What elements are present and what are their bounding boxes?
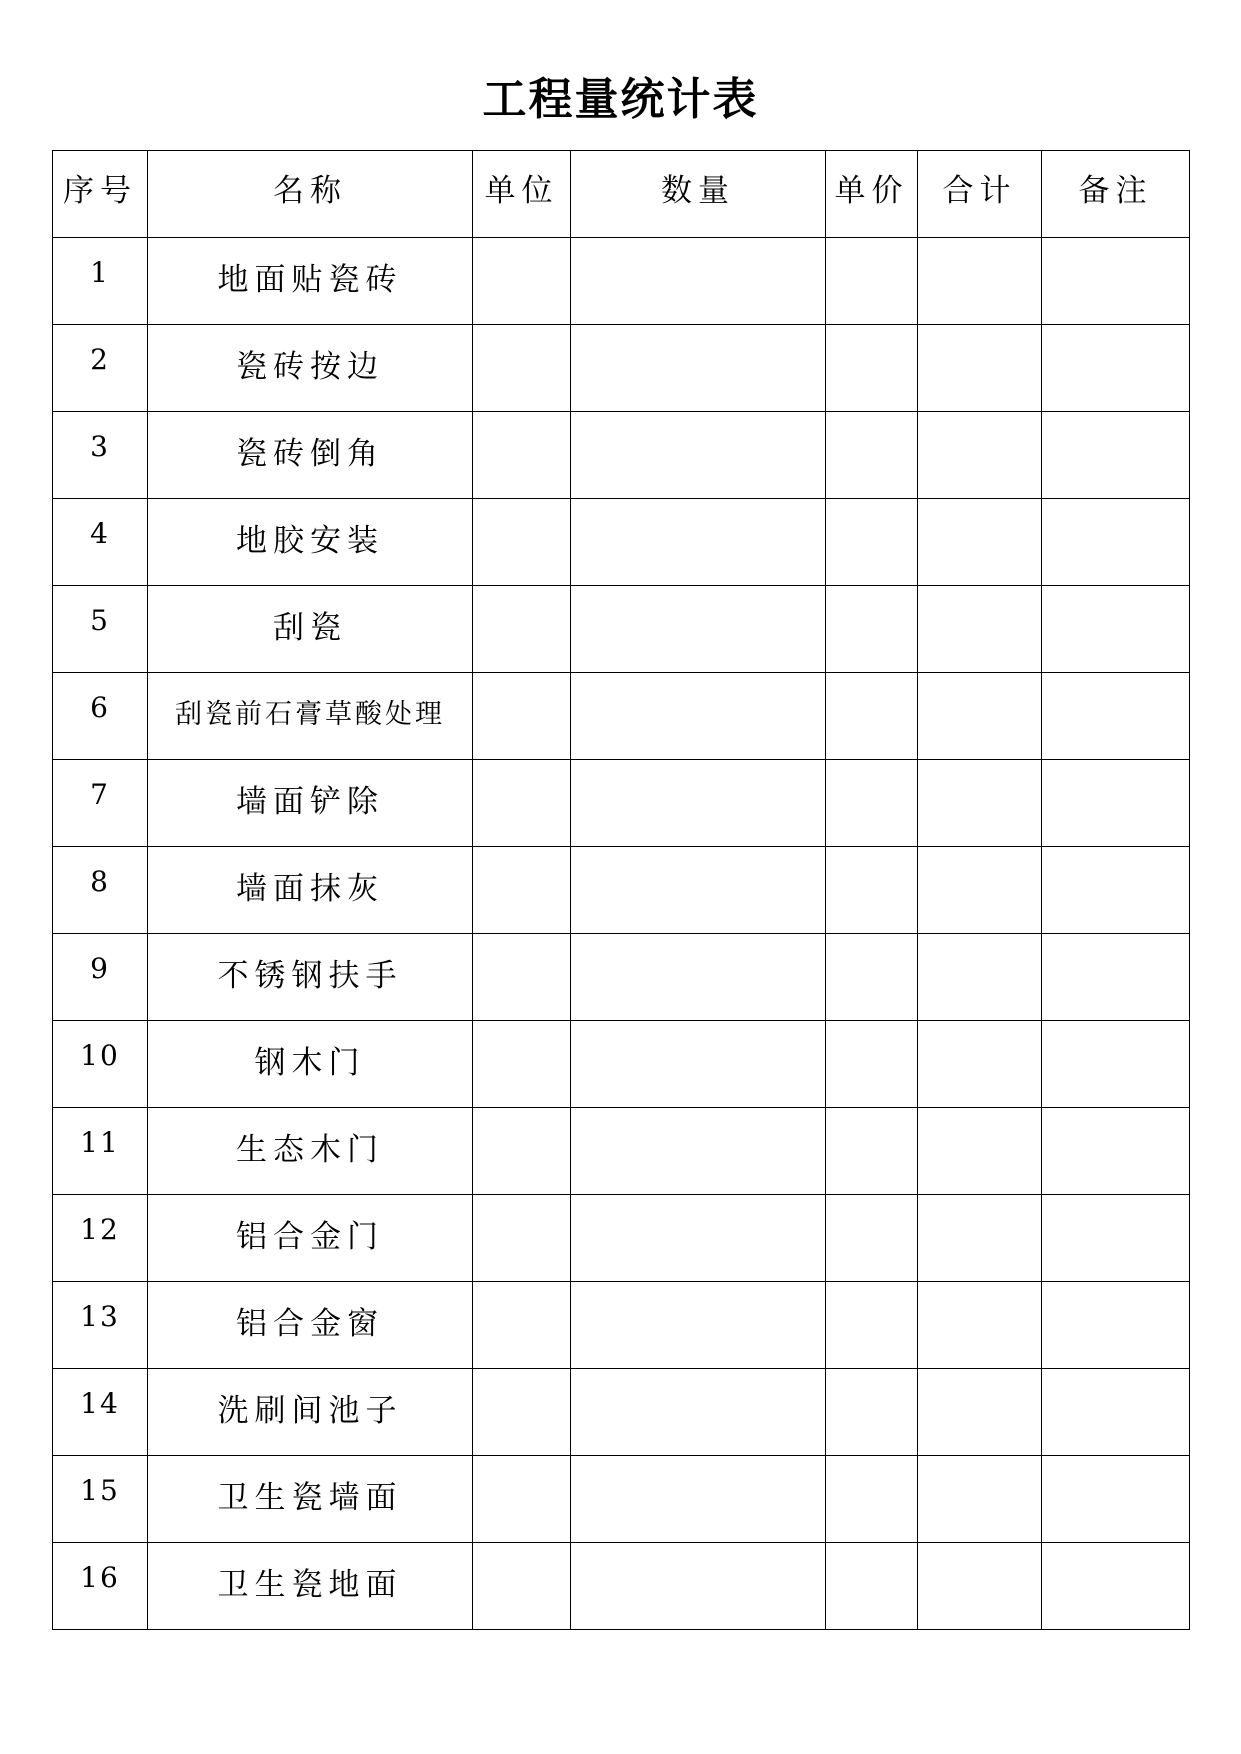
cell-name: 瓷砖倒角 (148, 412, 473, 499)
cell-note (1042, 412, 1190, 499)
cell-total (918, 847, 1042, 934)
cell-total (918, 673, 1042, 760)
table-row (53, 1543, 1190, 1630)
table-row (53, 499, 1190, 586)
cell-unit-price (826, 238, 918, 325)
cell-name: 墙面铲除 (148, 760, 473, 847)
table-row (53, 586, 1190, 673)
cell-unit (473, 1543, 571, 1630)
cell-seq: 15 (53, 1456, 148, 1543)
table-row (53, 238, 1190, 325)
header-unit-price: 单价 (826, 151, 918, 238)
header-note: 备注 (1042, 151, 1190, 238)
table-row (53, 1021, 1190, 1108)
cell-unit (473, 934, 571, 1021)
cell-seq: 10 (53, 1021, 148, 1108)
table-row (53, 760, 1190, 847)
table-row (53, 934, 1190, 1021)
cell-quantity (571, 499, 826, 586)
table-header-row (53, 151, 1190, 238)
cell-note (1042, 1369, 1190, 1456)
cell-unit-price (826, 847, 918, 934)
cell-unit-price (826, 1195, 918, 1282)
cell-note (1042, 673, 1190, 760)
cell-quantity (571, 1543, 826, 1630)
cell-name: 铝合金门 (148, 1195, 473, 1282)
cell-quantity (571, 238, 826, 325)
cell-total (918, 586, 1042, 673)
cell-unit (473, 499, 571, 586)
cell-unit (473, 673, 571, 760)
cell-note (1042, 1195, 1190, 1282)
table-row (53, 1108, 1190, 1195)
cell-total (918, 412, 1042, 499)
cell-unit (473, 586, 571, 673)
cell-seq: 6 (53, 673, 148, 760)
cell-name: 不锈钢扶手 (148, 934, 473, 1021)
cell-quantity (571, 1456, 826, 1543)
cell-seq: 12 (53, 1195, 148, 1282)
header-seq: 序号 (53, 151, 148, 238)
cell-seq: 4 (53, 499, 148, 586)
cell-unit (473, 325, 571, 412)
cell-seq: 8 (53, 847, 148, 934)
cell-total (918, 1282, 1042, 1369)
cell-unit-price (826, 934, 918, 1021)
table-row (53, 1456, 1190, 1543)
cell-quantity (571, 1282, 826, 1369)
cell-name: 墙面抹灰 (148, 847, 473, 934)
header-quantity: 数量 (571, 151, 826, 238)
cell-unit-price (826, 1021, 918, 1108)
cell-note (1042, 847, 1190, 934)
cell-quantity (571, 1369, 826, 1456)
cell-total (918, 499, 1042, 586)
cell-total (918, 1456, 1042, 1543)
cell-name: 地胶安装 (148, 499, 473, 586)
cell-note (1042, 1021, 1190, 1108)
cell-unit-price (826, 586, 918, 673)
table-row (53, 847, 1190, 934)
cell-name: 铝合金窗 (148, 1282, 473, 1369)
cell-total (918, 1108, 1042, 1195)
cell-unit-price (826, 1282, 918, 1369)
cell-quantity (571, 760, 826, 847)
cell-quantity (571, 1195, 826, 1282)
cell-total (918, 934, 1042, 1021)
cell-name: 瓷砖按边 (148, 325, 473, 412)
cell-note (1042, 1108, 1190, 1195)
cell-seq: 2 (53, 325, 148, 412)
table-row (53, 1195, 1190, 1282)
cell-name: 地面贴瓷砖 (148, 238, 473, 325)
cell-total (918, 1543, 1042, 1630)
page-title: 工程量统计表 (482, 74, 759, 125)
cell-quantity (571, 586, 826, 673)
cell-unit-price (826, 1543, 918, 1630)
cell-total (918, 325, 1042, 412)
cell-unit-price (826, 1108, 918, 1195)
cell-quantity (571, 934, 826, 1021)
cell-note (1042, 934, 1190, 1021)
header-unit: 单位 (473, 151, 571, 238)
cell-quantity (571, 673, 826, 760)
cell-unit-price (826, 412, 918, 499)
table-row (53, 412, 1190, 499)
cell-total (918, 1021, 1042, 1108)
cell-seq: 13 (53, 1282, 148, 1369)
cell-name: 生态木门 (148, 1108, 473, 1195)
cell-seq: 1 (53, 238, 148, 325)
cell-seq: 14 (53, 1369, 148, 1456)
header-name: 名称 (148, 151, 473, 238)
cell-quantity (571, 847, 826, 934)
cell-note (1042, 760, 1190, 847)
cell-unit-price (826, 325, 918, 412)
cell-unit-price (826, 673, 918, 760)
cell-unit (473, 847, 571, 934)
cell-name: 卫生瓷墙面 (148, 1456, 473, 1543)
cell-name: 刮瓷前石膏草酸处理 (148, 673, 473, 760)
cell-seq: 9 (53, 934, 148, 1021)
cell-name: 刮瓷 (148, 586, 473, 673)
cell-seq: 7 (53, 760, 148, 847)
cell-name: 卫生瓷地面 (148, 1543, 473, 1630)
cell-note (1042, 238, 1190, 325)
cell-unit-price (826, 499, 918, 586)
cell-unit (473, 412, 571, 499)
table-row (53, 1282, 1190, 1369)
cell-total (918, 238, 1042, 325)
cell-seq: 11 (53, 1108, 148, 1195)
cell-seq: 3 (53, 412, 148, 499)
cell-quantity (571, 412, 826, 499)
cell-unit (473, 1195, 571, 1282)
cell-total (918, 760, 1042, 847)
cell-quantity (571, 325, 826, 412)
cell-unit (473, 1108, 571, 1195)
table-row (53, 673, 1190, 760)
cell-unit-price (826, 1369, 918, 1456)
cell-unit (473, 1369, 571, 1456)
cell-quantity (571, 1021, 826, 1108)
cell-name: 钢木门 (148, 1021, 473, 1108)
cell-total (918, 1369, 1042, 1456)
cell-unit-price (826, 760, 918, 847)
cell-note (1042, 1456, 1190, 1543)
cell-total (918, 1195, 1042, 1282)
cell-seq: 5 (53, 586, 148, 673)
cell-note (1042, 499, 1190, 586)
cell-unit-price (826, 1456, 918, 1543)
table-row (53, 325, 1190, 412)
cell-seq: 16 (53, 1543, 148, 1630)
cell-note (1042, 586, 1190, 673)
quantity-table (52, 150, 1190, 1630)
cell-note (1042, 1543, 1190, 1630)
cell-quantity (571, 1108, 826, 1195)
cell-unit (473, 238, 571, 325)
cell-unit (473, 1282, 571, 1369)
cell-name: 洗刷间池子 (148, 1369, 473, 1456)
header-total: 合计 (918, 151, 1042, 238)
cell-unit (473, 1021, 571, 1108)
table-row (53, 1369, 1190, 1456)
cell-unit (473, 1456, 571, 1543)
cell-note (1042, 325, 1190, 412)
cell-unit (473, 760, 571, 847)
cell-note (1042, 1282, 1190, 1369)
